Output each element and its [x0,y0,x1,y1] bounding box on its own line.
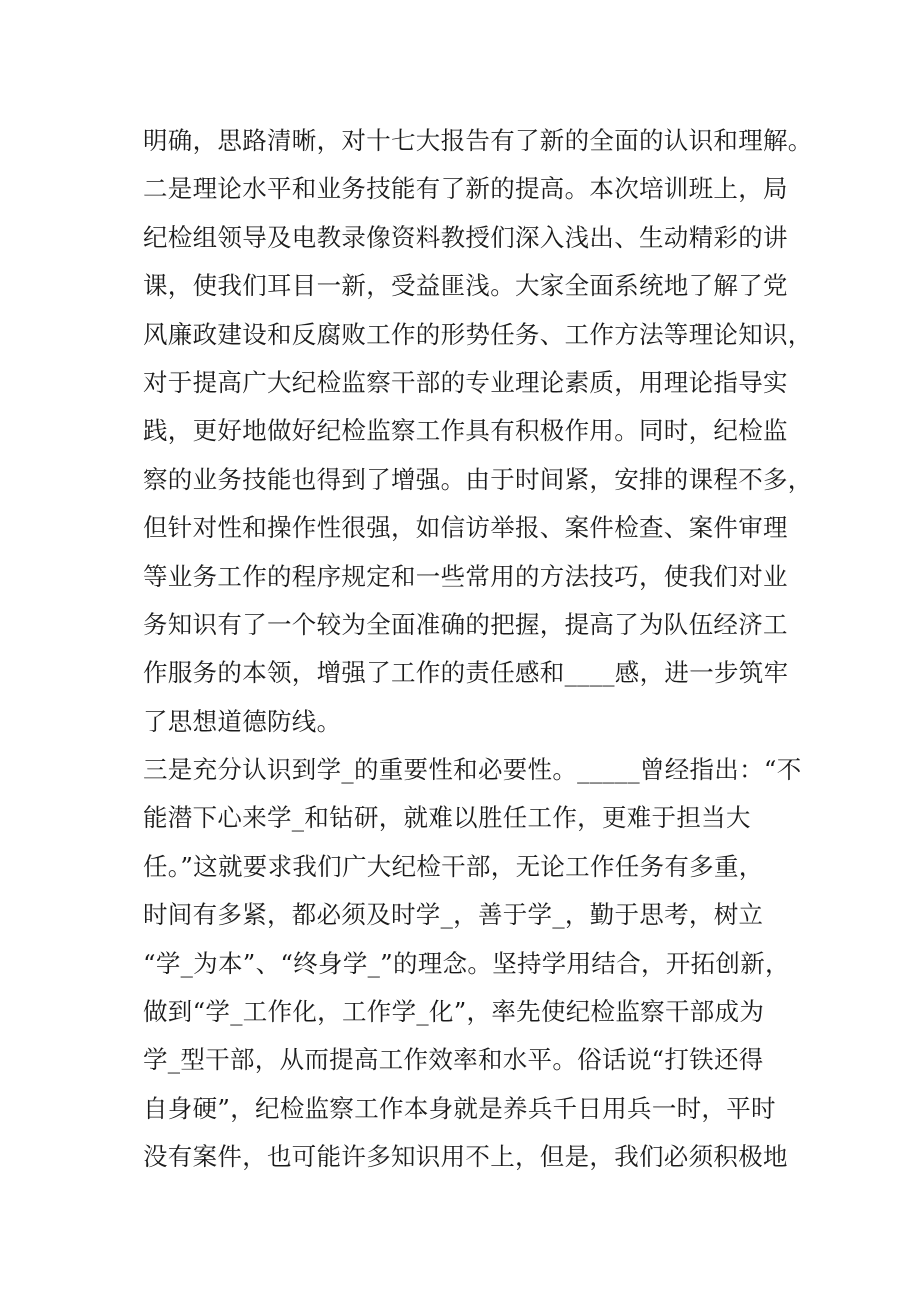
text-line: 没有案件，也可能许多知识用不上，但是，我们必须积极地 [143,1142,788,1172]
text-line: 时间有多紧，都必须及时学_，善于学_，勤于思考，树立 [143,900,764,930]
text-line: 三是充分认识到学_的重要性和必要性。_____曾经指出：“不 [143,755,802,785]
text-line: 风廉政建设和反腐败工作的形势任务、工作方法等理论知识， [143,319,813,349]
text-line: 察的业务技能也得到了增强。由于时间紧，安排的课程不多， [143,464,813,494]
text-line: 践，更好地做好纪检监察工作具有积极作用。同时，纪检监 [143,416,788,446]
text-line: 纪检组领导及电教录像资料教授们深入浅出、生动精彩的讲 [143,222,788,252]
text-line: 但针对性和操作性很强，如信访举报、案件检查、案件审理 [143,513,788,543]
text-line: 了思想道德防线。 [143,706,342,736]
body-text [143,117,813,1182]
text-line: 自身硬”，纪检监察工作本身就是养兵千日用兵一时，平时 [143,1093,776,1123]
text-line: 学_型干部，从而提高工作效率和水平。俗话说“打铁还得 [143,1045,764,1075]
text-line: 等业务工作的程序规定和一些常用的方法技巧，使我们对业 [143,561,788,591]
text-line: 明确，思路清晰，对十七大报告有了新的全面的认识和理解。 [143,126,813,155]
text-line: “学_为本”、“终身学_”的理念。坚持学用结合，开拓创新， [143,948,790,978]
text-line: 能潜下心来学_和钻研，就难以胜任工作，更难于担当大 [143,803,751,833]
text-line: 二是理论水平和业务技能有了新的提高。本次培训班上，局 [143,174,788,204]
text-line: 做到“学_工作化，工作学_化”，率先使纪检监察干部成为 [143,997,765,1027]
text-line: 务知识有了一个较为全面准确的把握，提高了为队伍经济工 [143,609,788,639]
text-line: 对于提高广大纪检监察干部的专业理论素质，用理论指导实 [143,367,788,397]
text-line: 课，使我们耳目一新，受益匪浅。大家全面系统地了解了党 [143,271,788,301]
text-line: 作服务的本领，增强了工作的责任感和____感，进一步筑牢 [143,658,789,688]
text-line: 任。”这就要求我们广大纪检干部，无论工作任务有多重， [143,851,764,881]
